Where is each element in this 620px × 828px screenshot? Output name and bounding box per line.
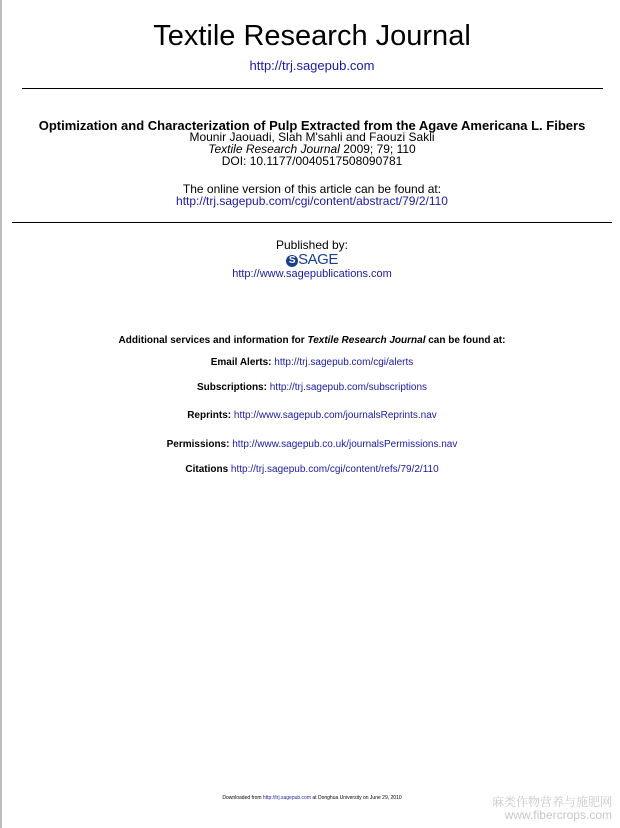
publisher-link[interactable]: http://www.sagepublications.com (232, 268, 392, 280)
email-alerts-link[interactable]: http://trj.sagepub.com/cgi/alerts (274, 357, 414, 368)
footer-link[interactable]: http://trj.sagepub.com (262, 795, 312, 801)
article-title: Optimization and Characterization of Pulp Extracted from the Agave Americana L. Fibers (38, 118, 586, 133)
article-doi: DOI: 10.1177/0040517508090781 (221, 154, 403, 168)
watermark: 麻类作物营养与施肥网 www.fibercrops.com (491, 795, 612, 822)
permissions-link[interactable]: http://www.sagepub.co.uk/journalsPermissions.nav (232, 439, 458, 450)
online-label: The online version of this article can be found at: (182, 182, 442, 196)
download-footer: Downloaded from http://trj.sagepub.com at Donghua University on June 29, 2010 (222, 795, 402, 801)
service-reprints: Reprints: http://www.sagepub.com/journalsReprints.nav (187, 410, 437, 421)
online-article-link[interactable]: http://trj.sagepub.com/cgi/content/abstract/79/2/110 (176, 194, 448, 208)
divider (22, 88, 603, 89)
journal-link[interactable]: http://trj.sagepub.com (249, 58, 375, 73)
service-email-alerts: Email Alerts: http://trj.sagepub.com/cgi/alerts (210, 357, 414, 368)
service-subscriptions: Subscriptions: http://trj.sagepub.com/subscriptions (196, 382, 428, 393)
journal-title: Textile Research Journal (153, 20, 471, 52)
published-by-label: Published by: (275, 238, 349, 252)
service-permissions: Permissions: http://www.sagepub.co.uk/journalsPermissions.nav (166, 439, 458, 450)
citation-journal: Textile Research Journal (208, 142, 340, 156)
article-authors: Mounir Jaouadi, Slah M'sahli and Faouzi Sakli (189, 130, 435, 144)
sage-logo: S SAGE (2, 251, 620, 269)
service-citations: Citations http://trj.sagepub.com/cgi/content/refs/79/2/110 (185, 464, 439, 475)
reprints-link[interactable]: http://www.sagepub.com/journalsReprints.nav (233, 410, 437, 421)
citations-link[interactable]: http://trj.sagepub.com/cgi/content/refs/79/2/110 (230, 464, 439, 475)
subscriptions-link[interactable]: http://trj.sagepub.com/subscriptions (269, 382, 428, 393)
citation-details: 2009; 79; 110 (339, 142, 416, 156)
divider (12, 222, 612, 223)
sage-logo-icon: S (286, 255, 298, 267)
services-intro: Additional services and information for Textile Research Journal can be found at: (118, 335, 506, 346)
